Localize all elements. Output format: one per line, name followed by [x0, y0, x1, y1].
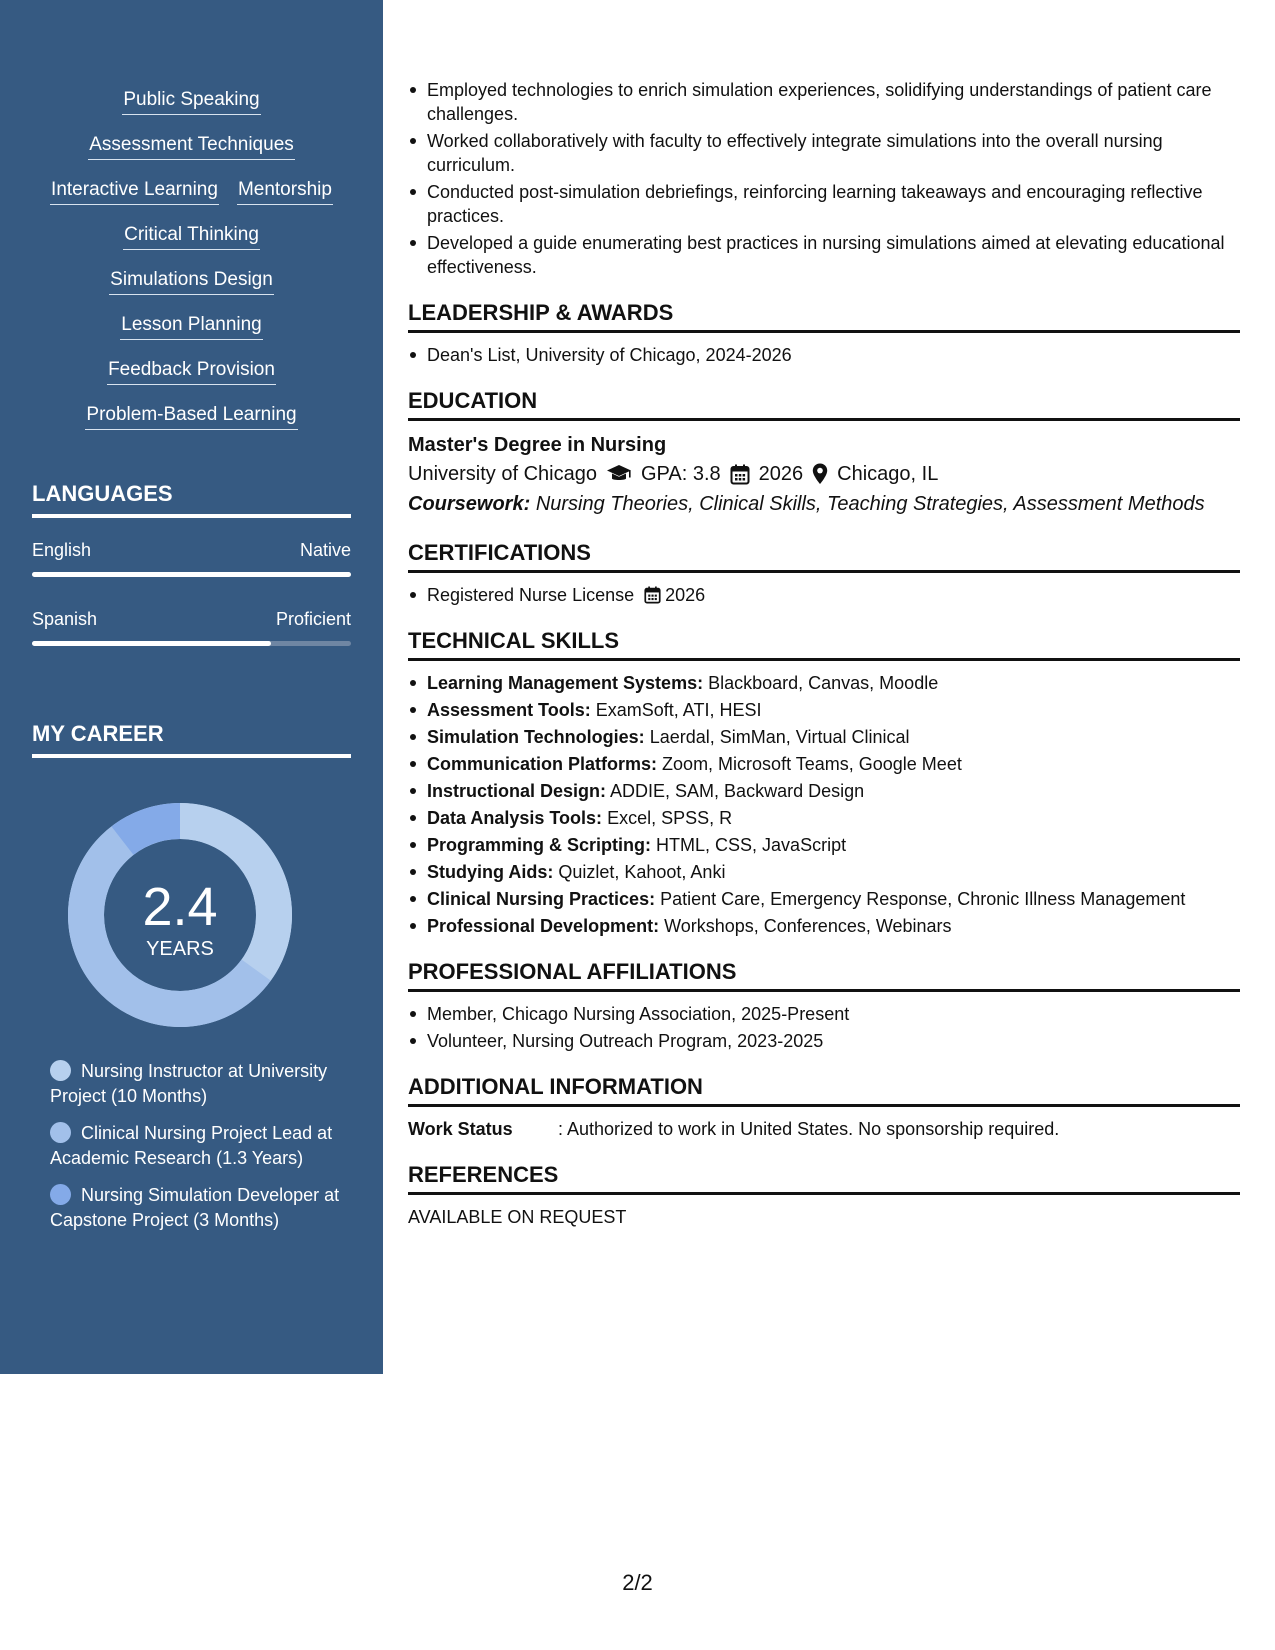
- list-item: Dean's List, University of Chicago, 2024-2026: [408, 343, 1240, 367]
- main-content: [408, 78, 1240, 1229]
- skill-category: Programming & Scripting:: [427, 835, 652, 855]
- location-pin-icon: [812, 463, 828, 485]
- language-bar-fill: [32, 572, 351, 577]
- career-item-label: Nursing Simulation Developer at Capstone Project (3 Months): [50, 1185, 340, 1230]
- language-english: [32, 538, 351, 577]
- leadership-heading: LEADERSHIP & AWARDS: [408, 299, 1240, 333]
- skill-tag: Problem-Based Learning: [85, 401, 297, 430]
- school-location: Chicago, IL: [837, 463, 939, 485]
- page-number: 2/2: [622, 1570, 653, 1595]
- skill-tag: Simulations Design: [109, 266, 274, 295]
- career-legend: [50, 1059, 340, 1245]
- certification-name: Registered Nurse License: [427, 585, 635, 605]
- technical-skills-list: [408, 671, 1240, 938]
- language-bar-fill: [32, 641, 271, 646]
- skills-list: [32, 86, 351, 446]
- skill-category: Instructional Design:: [427, 781, 607, 801]
- skill-category: Studying Aids:: [427, 862, 554, 882]
- work-status-label: Work Status: [408, 1119, 513, 1139]
- skill-values: Zoom, Microsoft Teams, Google Meet: [662, 754, 962, 774]
- career-item: [50, 1059, 340, 1109]
- graduation-year: 2026: [758, 463, 804, 485]
- certifications-heading: CERTIFICATIONS: [408, 539, 1240, 573]
- legend-dot: [50, 1060, 71, 1081]
- skill-category: Learning Management Systems:: [427, 673, 704, 693]
- language-bar: [32, 641, 351, 646]
- certifications-list: [408, 583, 1240, 607]
- language-name: English: [32, 540, 92, 560]
- additional-info-heading: ADDITIONAL INFORMATION: [408, 1073, 1240, 1107]
- language-level: Proficient: [275, 609, 351, 629]
- list-item: [408, 583, 1240, 607]
- skill-values: Workshops, Conferences, Webinars: [664, 916, 952, 936]
- skill-values: Laerdal, SimMan, Virtual Clinical: [649, 727, 910, 747]
- experience-bullets: [408, 78, 1240, 279]
- education-heading: EDUCATION: [408, 387, 1240, 421]
- career-item: [50, 1183, 340, 1233]
- skill-tag: Assessment Techniques: [88, 131, 295, 160]
- legend-dot: [50, 1122, 71, 1143]
- school-name: University of Chicago: [408, 463, 597, 485]
- career-heading: MY CAREER: [32, 720, 351, 758]
- affiliations-list: [408, 1002, 1240, 1053]
- education-details: [408, 459, 1240, 489]
- affiliations-heading: PROFESSIONAL AFFILIATIONS: [408, 958, 1240, 992]
- skill-tag: Mentorship: [237, 176, 333, 205]
- list-item: Member, Chicago Nursing Association, 2025-Present: [408, 1002, 1240, 1026]
- skill-tag: Public Speaking: [122, 86, 260, 115]
- list-item: Conducted post-simulation debriefings, reinforcing learning takeaways and encouraging reflective practices.: [408, 180, 1240, 228]
- skill-values: Excel, SPSS, R: [607, 808, 733, 828]
- skill-category: Professional Development:: [427, 916, 660, 936]
- leadership-list: [408, 343, 1240, 367]
- list-item: [408, 725, 1240, 749]
- list-item: [408, 887, 1240, 911]
- career-donut-chart: [62, 797, 298, 1033]
- calendar-icon: [644, 586, 661, 604]
- language-level: Native: [299, 540, 351, 560]
- language-bar: [32, 572, 351, 577]
- skill-category: Assessment Tools:: [427, 700, 591, 720]
- donut-segment-3: [122, 821, 180, 841]
- list-item: Worked collaboratively with faculty to effectively integrate simulations into the overall nursing curriculum.: [408, 129, 1240, 177]
- skill-tag: Feedback Provision: [107, 356, 276, 385]
- sidebar: [0, 0, 383, 1374]
- skill-values: Quizlet, Kahoot, Anki: [558, 862, 726, 882]
- language-name: Spanish: [32, 609, 98, 629]
- skill-tag: Lesson Planning: [120, 311, 263, 340]
- skill-category: Clinical Nursing Practices:: [427, 889, 656, 909]
- work-status: [408, 1117, 1240, 1141]
- list-item: Volunteer, Nursing Outreach Program, 2023-2025: [408, 1029, 1240, 1053]
- career-item-label: Nursing Instructor at University Project (10 Months): [50, 1061, 328, 1106]
- skill-tag: Interactive Learning: [50, 176, 219, 205]
- list-item: [408, 833, 1240, 857]
- coursework: [408, 489, 1240, 519]
- career-years-label: YEARS: [146, 938, 214, 960]
- coursework-list: Nursing Theories, Clinical Skills, Teaching Strategies, Assessment Methods: [535, 493, 1205, 515]
- list-item: [408, 914, 1240, 938]
- degree-title: Master's Degree in Nursing: [408, 434, 667, 456]
- list-item: [408, 860, 1240, 884]
- skill-values: Blackboard, Canvas, Moodle: [708, 673, 939, 693]
- skill-tag: Critical Thinking: [123, 221, 260, 250]
- list-item: Developed a guide enumerating best practices in nursing simulations aimed at elevating educational effectiveness.: [408, 231, 1240, 279]
- skill-category: Communication Platforms:: [427, 754, 658, 774]
- gpa: GPA: 3.8: [640, 463, 721, 485]
- career-item: [50, 1121, 340, 1171]
- list-item: [408, 806, 1240, 830]
- skill-values: ADDIE, SAM, Backward Design: [610, 781, 865, 801]
- skill-category: Simulation Technologies:: [427, 727, 645, 747]
- legend-dot: [50, 1184, 71, 1205]
- calendar-icon: [730, 464, 750, 485]
- work-status-value: : Authorized to work in United States. No sponsorship required.: [558, 1119, 1060, 1139]
- career-years-value: 2.4: [142, 877, 218, 937]
- list-item: [408, 752, 1240, 776]
- certification-year: 2026: [665, 585, 706, 605]
- list-item: [408, 671, 1240, 695]
- skill-values: ExamSoft, ATI, HESI: [595, 700, 762, 720]
- references-text: AVAILABLE ON REQUEST: [408, 1207, 627, 1227]
- technical-skills-heading: TECHNICAL SKILLS: [408, 627, 1240, 661]
- graduation-cap-icon: [606, 464, 632, 484]
- list-item: [408, 698, 1240, 722]
- skill-values: HTML, CSS, JavaScript: [656, 835, 847, 855]
- languages-heading: LANGUAGES: [32, 480, 351, 518]
- career-item-label: Clinical Nursing Project Lead at Academic Research (1.3 Years): [50, 1123, 333, 1168]
- list-item: [408, 779, 1240, 803]
- skill-values: Patient Care, Emergency Response, Chronic Illness Management: [660, 889, 1186, 909]
- list-item: Employed technologies to enrich simulation experiences, solidifying understandings of patient care challenges.: [408, 78, 1240, 126]
- skill-category: Data Analysis Tools:: [427, 808, 603, 828]
- language-spanish: [32, 607, 351, 646]
- coursework-label: Coursework:: [408, 493, 531, 515]
- references-heading: REFERENCES: [408, 1161, 1240, 1195]
